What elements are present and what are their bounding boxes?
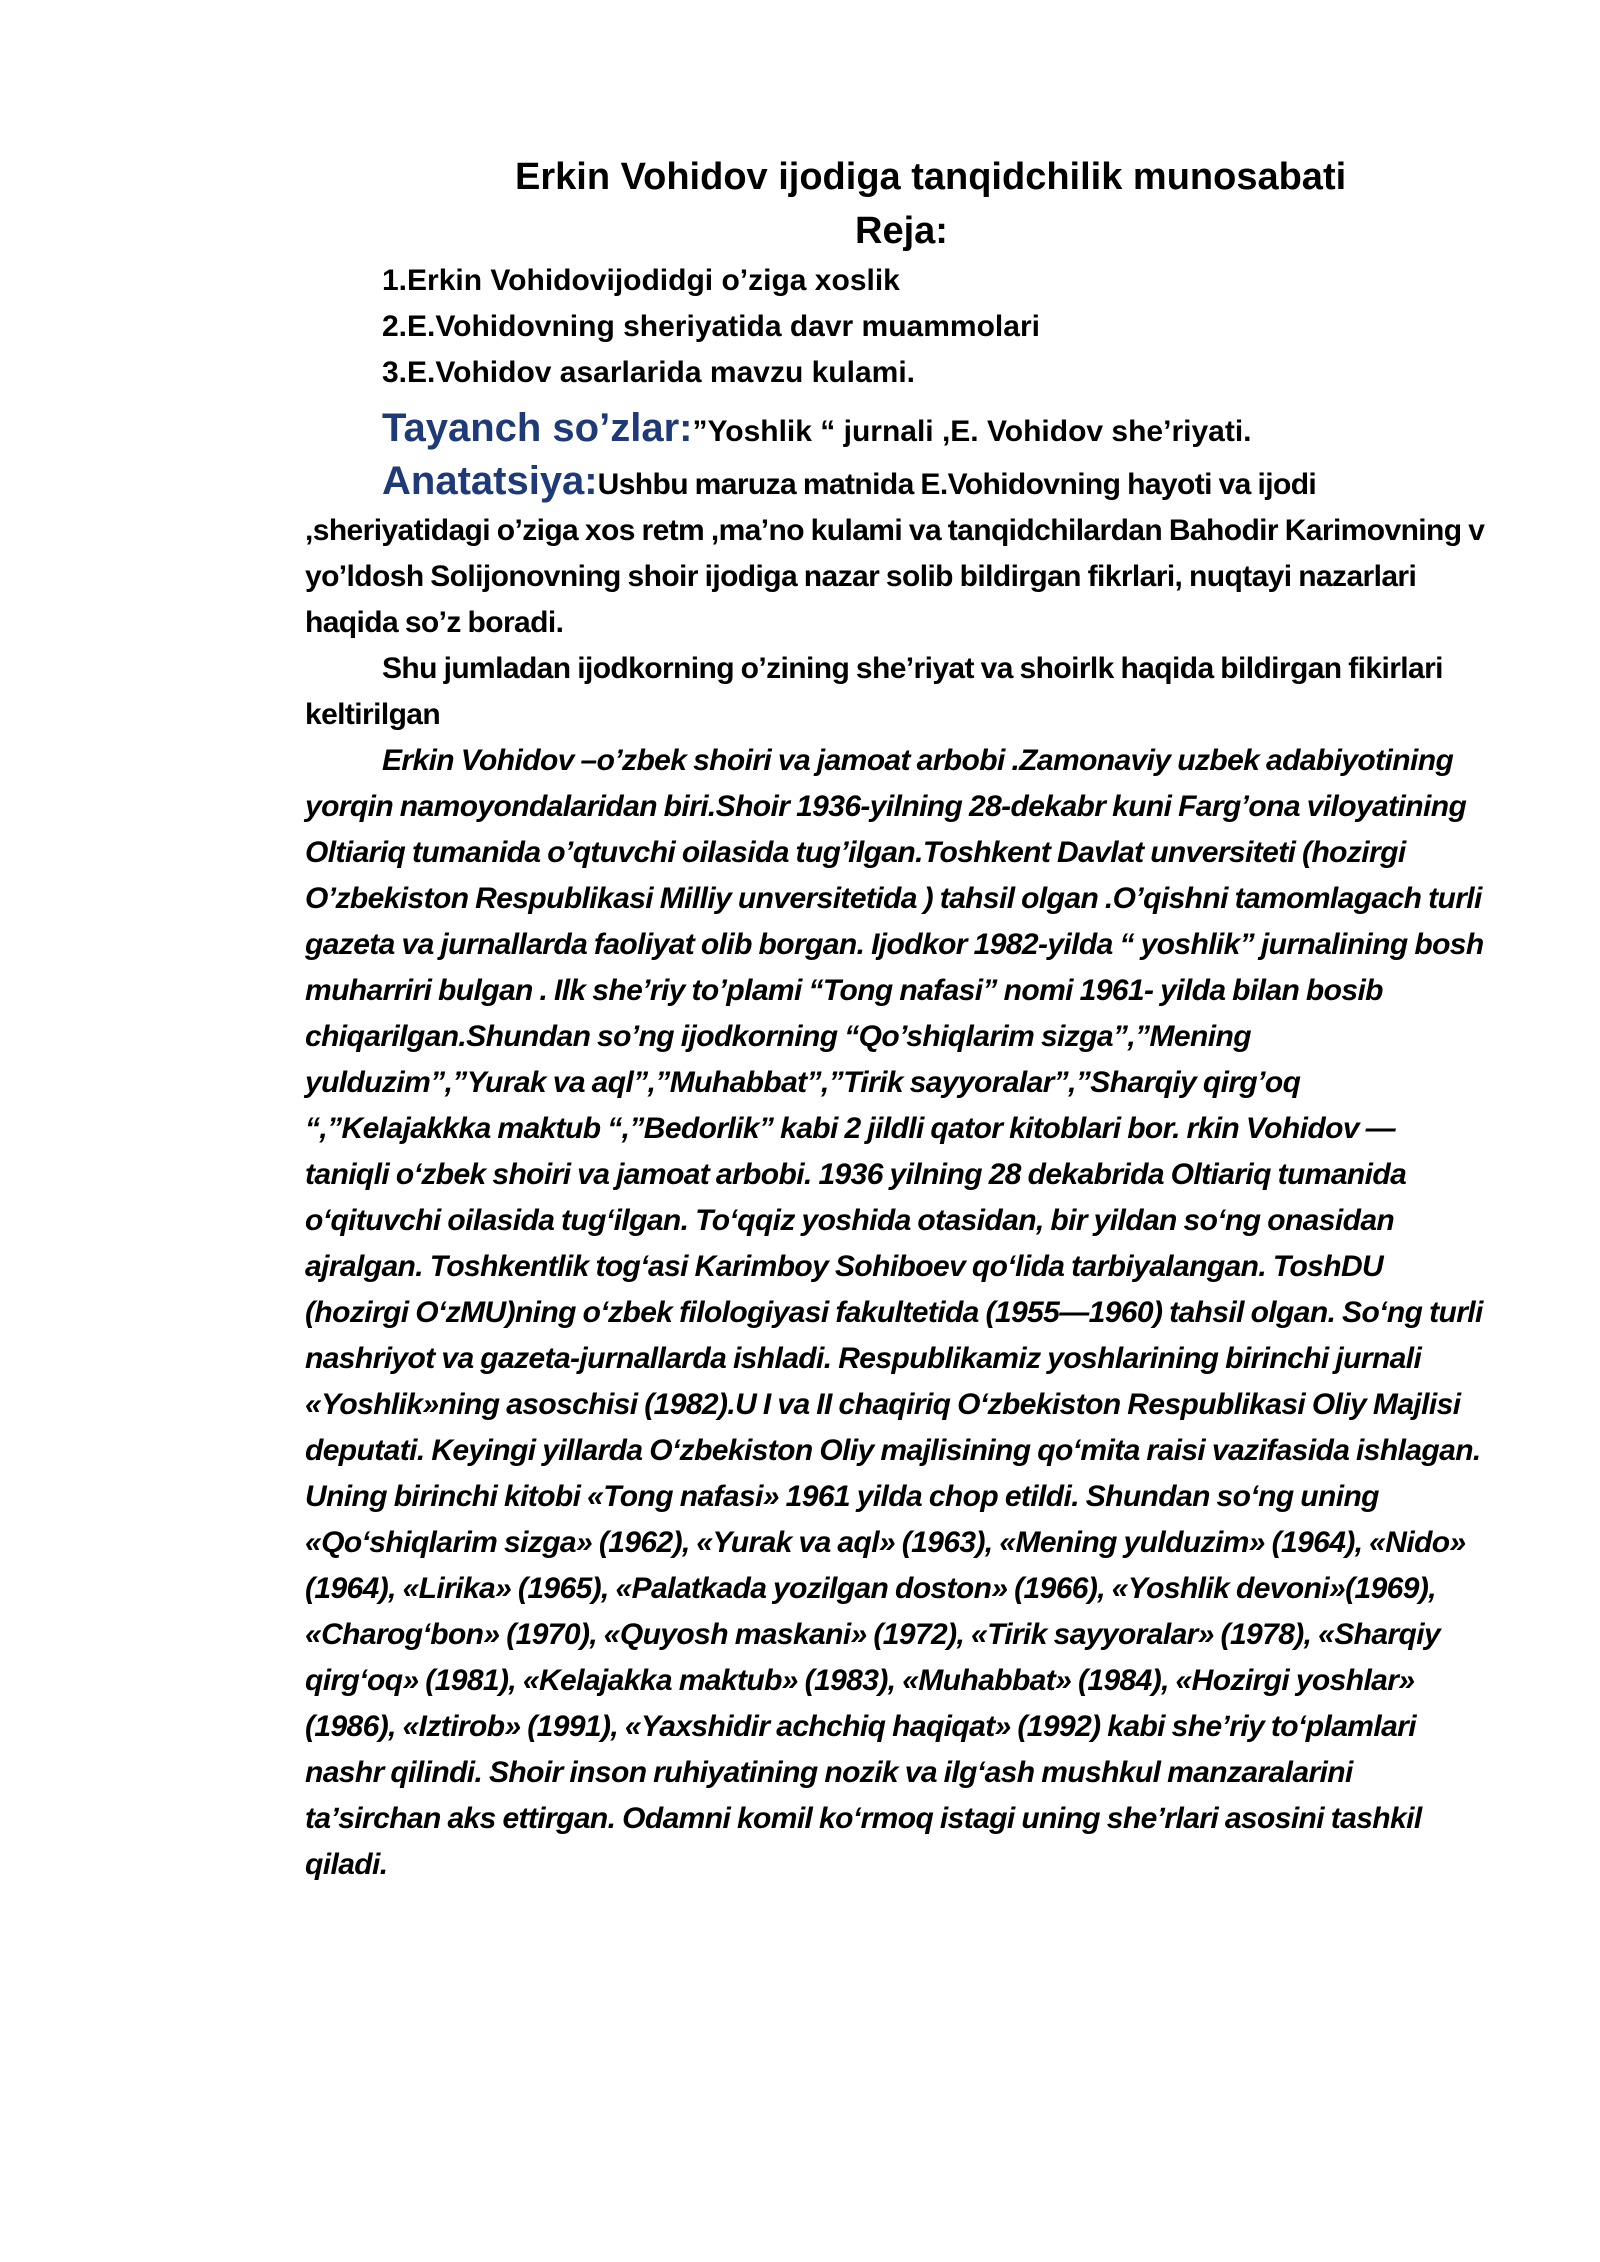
keywords-text: ”Yoshlik “ jurnali ,E. Vohidov she’riyati. <box>692 415 1252 448</box>
annotation-paragraph <box>305 458 1485 646</box>
plan-heading: Reja: <box>855 210 948 252</box>
body-paragraph-1: Shu jumladan ijodkorning o’zining she’riyat va shoirlk haqida bildirgan fikirlari keltirilgan <box>305 652 1443 731</box>
keywords-label: Tayanch so’zlar: <box>382 406 693 450</box>
plan-item: 1.Erkin Vohidovijodidgi o’ziga xoslik <box>382 264 900 297</box>
document-body <box>305 150 1485 1888</box>
body-paragraph-2: Erkin Vohidov –o’zbek shoiri va jamoat arbobi .Zamonaviy uzbek adabiyotining yorqin namoyondalaridan biri.Shoir 1936-yilning 28-dekabr kuni Farg’ona viloyatining Oltiariq tumanida o’qtuvchi oilasida tug’ilgan.Toshkent Davlat unversiteti (hozirgi O’zbekiston Respublikasi Milliy unversitetida ) tahsil olgan .O’qishni tamomlagach turli gazeta va jurnallarda faoliyat olib borgan. Ijodkor 1982-yilda “ yoshlik” jurnalining bosh muharriri bulgan . Ilk she’riy to’plami “Tong nafasi” nomi 1961- yilda bilan bosib chiqarilgan.Shundan so’ng ijodkorning “Qo’shiqlarim sizga”,”Mening yulduzim”,”Yurak va aql”,”Muhabbat”,”Tirik sayyoralar”,”Sharqiy qirg’oq “,”Kelajakkka maktub “,”Bedorlik” kabi 2 jildli qator kitoblari bor. rkin Vohidov — taniqli oʻzbek shoiri va jamoat arbobi. 1936 yilning 28 dekabrida Oltiariq tumanida oʻqituvchi oilasida tugʻilgan. Toʻqqiz yoshida otasidan, bir yildan soʻng onasidan ajralgan. Toshkentlik togʻasi Karimboy Sohiboev qoʻlida tarbiyalangan. ToshDU (hozirgi OʻzMU)ning oʻzbek filologiyasi fakultetida (1955—1960) tahsil olgan. Soʻng turli nashriyot va gazeta-jurnallarda ishladi. Respublikamiz yoshlarining birinchi jurnali «Yoshlik»ning asoschisi (1982).U I va II chaqiriq Oʻzbekiston Respublikasi Oliy Majlisi deputati. Keyingi yillarda Oʻzbekiston Oliy majlisining qoʻmita raisi vazifasida ishlagan. Uning birinchi kitobi «Tong nafasi» 1961 yilda chop etildi. Shundan soʻng uning «Qoʻshiqlarim sizga» (1962), «Yurak va aql» (1963), «Mening yulduzim» (1964), «Nido» (1964), «Lirika» (1965), «Palatkada yozilgan doston» (1966), «Yoshlik devoni»(1969), «Charogʻbon» (1970), «Quyosh maskani» (1972), «Tirik sayyoralar» (1978), «Sharqiy qirgʻoq» (1981), «Kelajakka maktub» (1983), «Muhabbat» (1984), «Hozirgi yoshlar» (1986), «Iztirob» (1991), «Yaxshidir achchiq haqiqat» (1992) kabi sheʼriy toʻplamlari nashr qilindi. Shoir inson ruhiyatining nozik va ilgʻash mushkul manzaralarini taʼsirchan aks ettirgan. Odamni komil koʻrmoq istagi uning sheʼrlari asosini tashkil qiladi. <box>305 744 1484 1881</box>
plan-list <box>305 258 1485 396</box>
annotation-text: Ushbu maruza matnida E.Vohidovning hayoti va ijodi ,sheriyatidagi o’ziga xos retm ,ma’no kulami va tanqidchilardan Bahodir Karimovning v yo’ldosh Solijonovning shoir ijodiga nazar solib bildirgan fikrlari, nuqtayi nazarlari haqida so’z boradi. <box>305 468 1485 639</box>
plan-item: 2.E.Vohidovning sheriyatida davr muammolari <box>382 310 1040 343</box>
document-title: Erkin Vohidov ijodiga tanqidchilik munosabati <box>515 156 1347 198</box>
annotation-label: Anatatsiya: <box>382 459 598 503</box>
keywords-line <box>305 402 1485 458</box>
plan-item: 3.E.Vohidov asarlarida mavzu kulami. <box>382 356 915 389</box>
